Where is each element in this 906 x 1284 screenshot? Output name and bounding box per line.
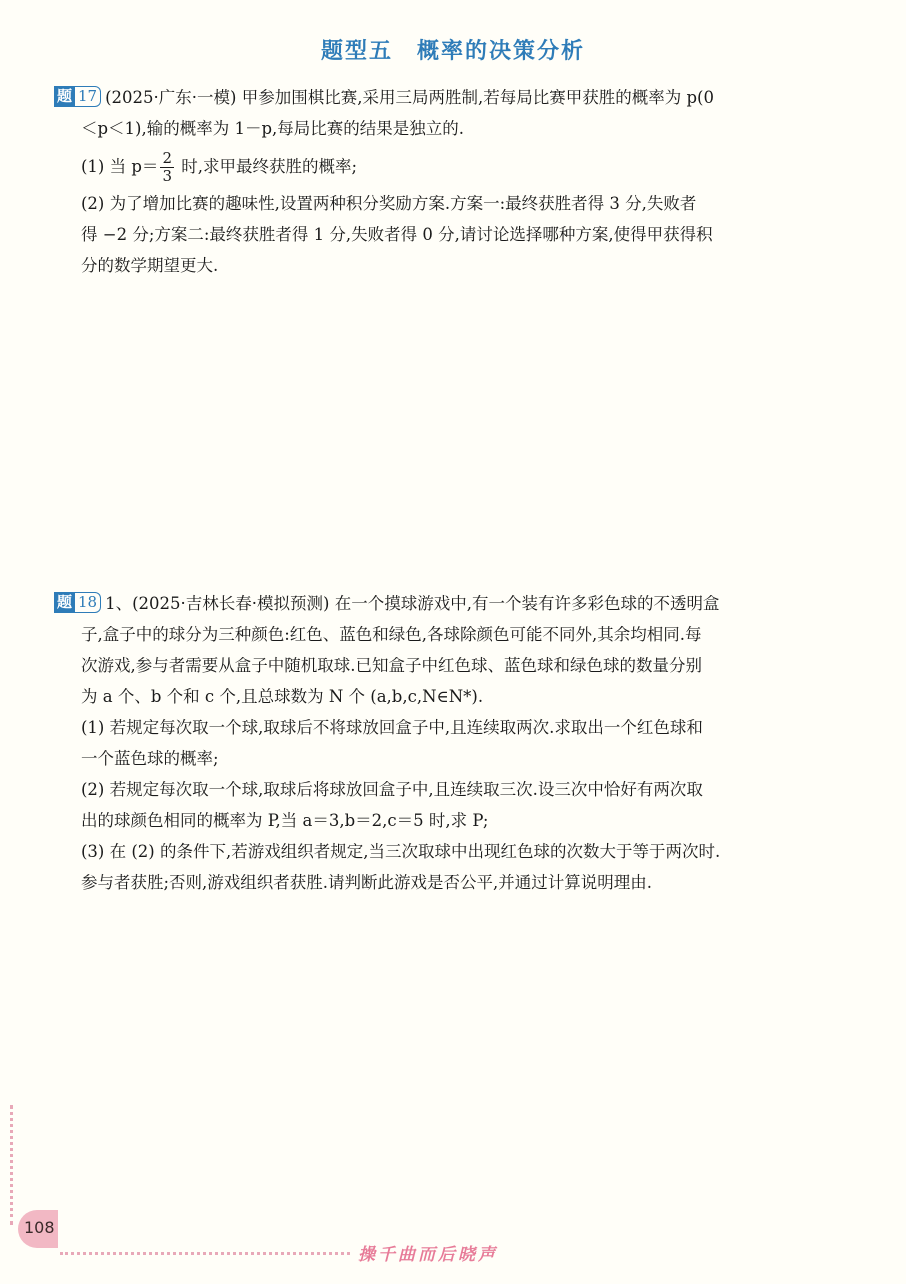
problem-18-badge: [54, 592, 101, 613]
q1-before: (1) 当 p＝: [81, 157, 159, 176]
problem-18-stem-line4: 为 a 个、b 个和 c 个,且总球数为 N 个 (a,b,c,N∈N*).: [81, 687, 484, 706]
page-number: 108: [24, 1218, 55, 1237]
problem-17-q2-line2: 得 −2 分;方案二:最终获胜者得 1 分,失败者得 0 分,请讨论选择哪种方案,使得甲获得积: [81, 225, 713, 244]
problem-18-q2-line1: (2) 若规定每次取一个球,取球后将球放回盒子中,且连续取三次.设三次中恰好有两次取: [81, 780, 703, 799]
problem-17-q2-line1: (2) 为了增加比赛的趣味性,设置两种积分奖励方案.方案一:最终获胜者得 3 分,失败者: [81, 194, 697, 213]
q1-after: 时,求甲最终获胜的概率;: [175, 157, 358, 176]
problem-17: [54, 82, 844, 281]
problem-17-stem-line2: ＜p＜1),输的概率为 1－p,每局比赛的结果是独立的.: [81, 119, 465, 138]
problem-number: 18: [75, 592, 101, 613]
problem-18: [54, 588, 844, 898]
problem-18-stem-text1: 1、(2025·吉林长春·模拟预测) 在一个摸球游戏中,有一个装有许多彩色球的不透明盒: [105, 594, 720, 613]
problem-17-badge: [54, 86, 101, 107]
problem-tag: 题: [54, 86, 75, 107]
problem-number: 17: [75, 86, 101, 107]
problem-18-q2-line2: 出的球颜色相同的概率为 P,当 a＝3,b＝2,c＝5 时,求 P;: [81, 811, 489, 830]
problem-17-q2-line3: 分的数学期望更大.: [81, 256, 219, 275]
problem-18-stem-line3: 次游戏,参与者需要从盒子中随机取球.已知盒子中红色球、蓝色球和绿色球的数量分别: [81, 656, 702, 675]
problem-17-q1: [54, 148, 844, 186]
problem-18-stem-line1: [54, 588, 844, 619]
problem-18-stem-line2: 子,盒子中的球分为三种颜色:红色、蓝色和绿色,各球除颜色可能不同外,其余均相同.每: [81, 625, 702, 644]
problem-17-stem-text1: (2025·广东·一模) 甲参加围棋比赛,采用三局两胜制,若每局比赛甲获胜的概率为 p(0: [105, 88, 714, 107]
footer-motto: 操千曲而后晓声: [358, 1245, 498, 1265]
problem-18-q1-line1: (1) 若规定每次取一个球,取球后不将球放回盒子中,且连续取两次.求取出一个红色球和: [81, 718, 703, 737]
q1-fraction: [160, 150, 174, 185]
dotted-border-bottom: [60, 1252, 350, 1255]
fraction-numerator: 2: [162, 149, 172, 167]
section-title: 题型五 概率的决策分析: [320, 38, 585, 64]
problem-17-stem-line1: [54, 82, 844, 113]
problem-tag: 题: [54, 592, 75, 613]
problem-18-q3-line2: 参与者获胜;否则,游戏组织者获胜.请判断此游戏是否公平,并通过计算说明理由.: [81, 873, 653, 892]
problem-18-q1-line2: 一个蓝色球的概率;: [81, 749, 219, 768]
problem-18-q3-line1: (3) 在 (2) 的条件下,若游戏组织者规定,当三次取球中出现红色球的次数大于等于两次时.: [81, 842, 721, 861]
fraction-denominator: 3: [162, 167, 172, 185]
dotted-border-left: [10, 1105, 13, 1225]
